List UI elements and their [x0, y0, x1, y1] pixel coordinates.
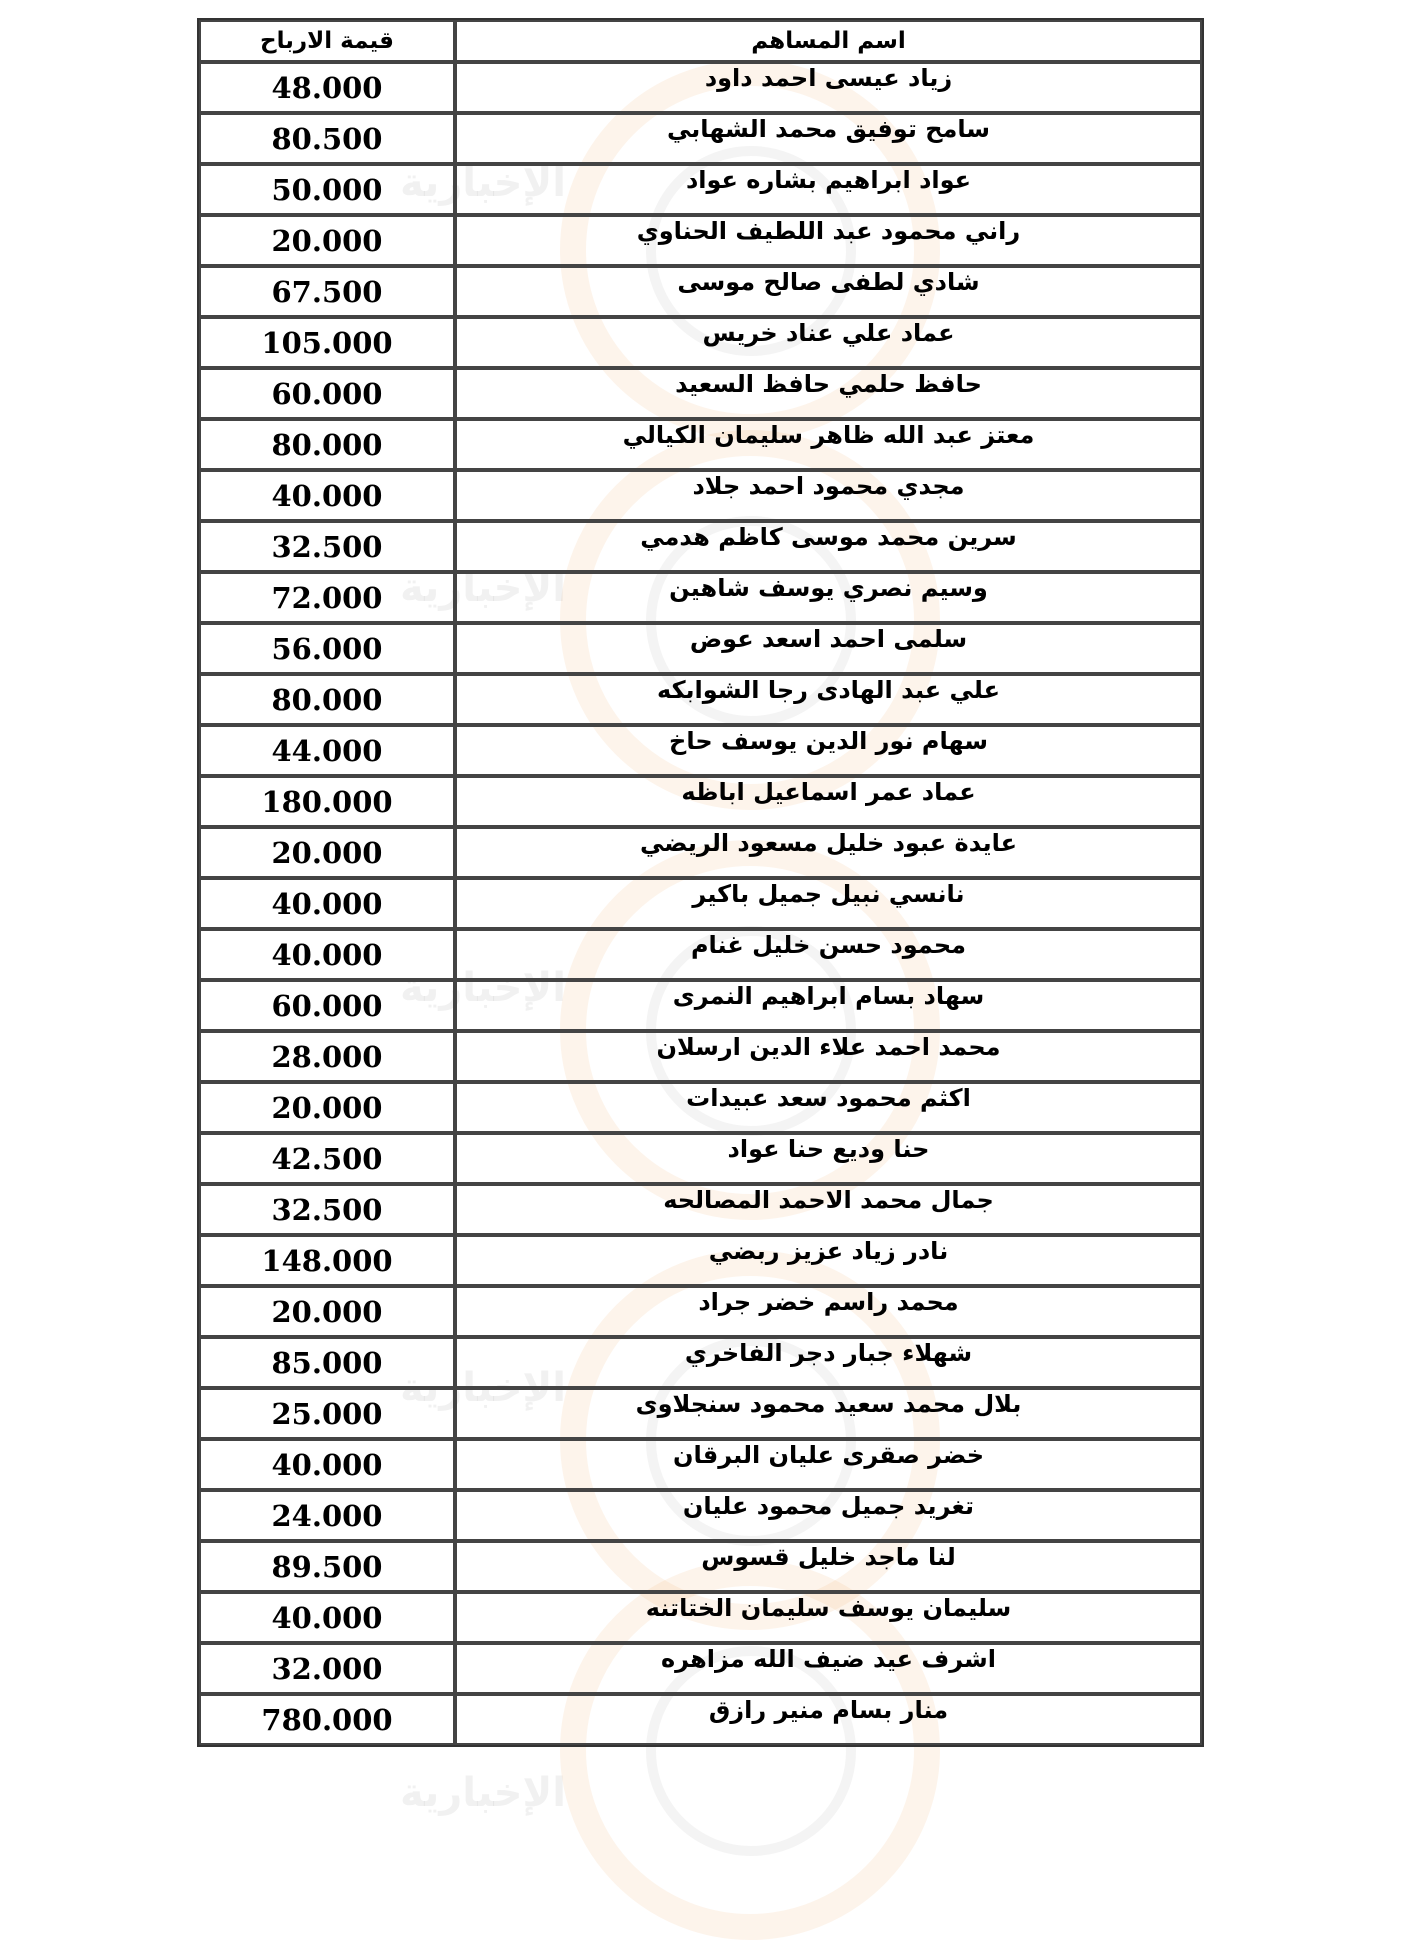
watermark-text: الإخبارية: [400, 565, 566, 611]
profit-value: 60.000: [271, 988, 383, 1023]
shareholder-name: اكثم محمود سعد عبيدات: [686, 1083, 971, 1112]
shareholder-name: لنا ماجد خليل قسوس: [701, 1542, 956, 1571]
table-row: [199, 1184, 1202, 1235]
profit-value: 40.000: [271, 886, 383, 921]
shareholder-name: عماد علي عناد خريس: [702, 318, 955, 347]
profit-value-cell: [199, 266, 455, 317]
table-row: [199, 368, 1202, 419]
profit-value-cell: [199, 1388, 455, 1439]
profit-value-cell: [199, 317, 455, 368]
profit-value-cell: [199, 1031, 455, 1082]
shareholder-name-cell: [455, 419, 1202, 470]
shareholder-name-cell: [455, 725, 1202, 776]
table-row: [199, 929, 1202, 980]
shareholder-name: شادي لطفى صالح موسى: [677, 267, 980, 296]
shareholder-name: محمود حسن خليل غنام: [690, 930, 967, 959]
shareholder-name: عماد عمر اسماعيل اباظه: [681, 777, 976, 806]
shareholder-name-cell: [455, 980, 1202, 1031]
profit-value: 20.000: [271, 1090, 383, 1125]
profit-value: 148.000: [261, 1243, 393, 1278]
profit-value-cell: [199, 1490, 455, 1541]
profit-value-cell: [199, 215, 455, 266]
shareholder-name: وسيم نصري يوسف شاهين: [669, 573, 988, 602]
shareholder-name: سليمان يوسف سليمان الختاتنه: [645, 1593, 1012, 1622]
profit-value: 105.000: [261, 325, 393, 360]
shareholder-name-cell: [455, 623, 1202, 674]
shareholder-name-cell: [455, 1592, 1202, 1643]
table-row: [199, 1235, 1202, 1286]
shareholder-name-cell: [455, 317, 1202, 368]
profit-value-cell: [199, 1133, 455, 1184]
shareholder-name: علي عبد الهادى رجا الشوابكه: [657, 675, 1000, 704]
table-row: [199, 725, 1202, 776]
table-row: [199, 1337, 1202, 1388]
profit-value: 40.000: [271, 937, 383, 972]
profit-value: 780.000: [261, 1702, 393, 1737]
profit-value-cell: [199, 470, 455, 521]
shareholder-name: خضر صقرى عليان البرقان: [673, 1440, 984, 1469]
shareholder-name-cell: [455, 113, 1202, 164]
table-row: [199, 572, 1202, 623]
table-row: [199, 674, 1202, 725]
profit-value-cell: [199, 1286, 455, 1337]
table-row: [199, 62, 1202, 113]
profit-value-cell: [199, 1439, 455, 1490]
shareholder-name: زياد عيسى احمد داود: [704, 63, 953, 92]
shareholder-name-cell: [455, 1490, 1202, 1541]
shareholder-name: سرين محمد موسى كاظم هدمي: [640, 522, 1017, 551]
shareholder-name: سلمى احمد اسعد عوض: [689, 624, 968, 653]
watermark-text: الإخبارية: [400, 1365, 566, 1411]
table-row: [199, 164, 1202, 215]
shareholder-name-cell: [455, 674, 1202, 725]
shareholder-name-cell: [455, 164, 1202, 215]
shareholder-name-cell: [455, 1133, 1202, 1184]
table-row: [199, 980, 1202, 1031]
profit-value-cell: [199, 62, 455, 113]
shareholders-table-wrapper: [197, 18, 1200, 1889]
table-row: [199, 215, 1202, 266]
profit-value-cell: [199, 1235, 455, 1286]
shareholder-name-cell: [455, 215, 1202, 266]
profit-value: 60.000: [271, 376, 383, 411]
profit-value: 80.500: [271, 121, 383, 156]
table-row: [199, 113, 1202, 164]
profit-value: 40.000: [271, 1600, 383, 1635]
profit-value: 20.000: [271, 223, 383, 258]
shareholder-name-cell: [455, 1031, 1202, 1082]
profit-value-cell: [199, 521, 455, 572]
profit-value-cell: [199, 1694, 455, 1745]
table-row: [199, 623, 1202, 674]
profit-value: 20.000: [271, 835, 383, 870]
profit-value: 40.000: [271, 1447, 383, 1482]
table-row: [199, 827, 1202, 878]
profit-value: 67.500: [271, 274, 383, 309]
shareholder-name-cell: [455, 1388, 1202, 1439]
profit-value: 24.000: [271, 1498, 383, 1533]
shareholder-name-cell: [455, 827, 1202, 878]
table-row: [199, 1439, 1202, 1490]
shareholder-name-cell: [455, 878, 1202, 929]
shareholder-name: معتز عبد الله ظاهر سليمان الكيالي: [622, 420, 1035, 449]
shareholder-name-cell: [455, 266, 1202, 317]
shareholder-name: نانسي نبيل جميل باكير: [692, 879, 965, 908]
profit-value-cell: [199, 623, 455, 674]
profit-value-cell: [199, 827, 455, 878]
profit-value: 40.000: [271, 478, 383, 513]
shareholder-name: سهام نور الدين يوسف حاخ: [669, 726, 988, 755]
shareholder-name: عايدة عبود خليل مسعود الريضي: [639, 828, 1018, 857]
shareholder-name: منار بسام منير رازق: [708, 1695, 949, 1724]
shareholder-name: اشرف عيد ضيف الله مزاهره: [660, 1644, 997, 1673]
profit-value-cell: [199, 929, 455, 980]
profit-value-cell: [199, 1184, 455, 1235]
profit-value: 85.000: [271, 1345, 383, 1380]
profit-value: 80.000: [271, 682, 383, 717]
profit-value: 28.000: [271, 1039, 383, 1074]
shareholder-name: عواد ابراهيم بشاره عواد: [685, 165, 972, 194]
shareholder-name-cell: [455, 1694, 1202, 1745]
profit-value-cell: [199, 368, 455, 419]
shareholder-name: جمال محمد الاحمد المصالحه: [663, 1185, 994, 1214]
table-row: [199, 1031, 1202, 1082]
profit-value-cell: [199, 1541, 455, 1592]
profit-value-cell: [199, 776, 455, 827]
table-row: [199, 1694, 1202, 1745]
table-row: [199, 1082, 1202, 1133]
profit-value-cell: [199, 878, 455, 929]
profit-value: 42.500: [271, 1141, 383, 1176]
shareholder-name-cell: [455, 929, 1202, 980]
profit-value-cell: [199, 419, 455, 470]
table-row: [199, 1286, 1202, 1337]
profit-value: 72.000: [271, 580, 383, 615]
table-row: [199, 1133, 1202, 1184]
profit-value: 56.000: [271, 631, 383, 666]
shareholder-name-cell: [455, 368, 1202, 419]
profit-value: 44.000: [271, 733, 383, 768]
table-row: [199, 1388, 1202, 1439]
profit-value-cell: [199, 113, 455, 164]
shareholder-name-cell: [455, 1235, 1202, 1286]
table-row: [199, 878, 1202, 929]
shareholder-name: تغريد جميل محمود عليان: [682, 1491, 975, 1520]
shareholders-profit-table: [197, 18, 1204, 1747]
watermark-text: الإخبارية: [400, 1770, 566, 1816]
shareholder-name-cell: [455, 1286, 1202, 1337]
shareholder-name-cell: [455, 470, 1202, 521]
shareholder-name: مجدي محمود احمد جلاد: [692, 471, 965, 500]
profit-value: 32.500: [271, 529, 383, 564]
watermark-text: الإخبارية: [400, 965, 566, 1011]
table-row: [199, 1643, 1202, 1694]
table-header-row: [199, 20, 1202, 62]
profit-value-cell: [199, 1643, 455, 1694]
profit-value: 89.500: [271, 1549, 383, 1584]
shareholder-name-cell: [455, 1439, 1202, 1490]
profit-value: 32.500: [271, 1192, 383, 1227]
profit-value-cell: [199, 725, 455, 776]
shareholder-name-cell: [455, 1541, 1202, 1592]
profit-value: 180.000: [261, 784, 393, 819]
shareholder-name: محمد احمد علاء الدين ارسلان: [656, 1032, 1001, 1061]
table-row: [199, 1541, 1202, 1592]
profit-value-cell: [199, 980, 455, 1031]
shareholder-name: محمد راسم خضر جراد: [698, 1287, 959, 1316]
profit-value: 80.000: [271, 427, 383, 462]
profit-value-cell: [199, 1337, 455, 1388]
header-shareholder-name-label: اسم المساهم: [751, 28, 906, 54]
shareholder-name: سامح توفيق محمد الشهابي: [667, 114, 990, 143]
header-profit-value: [199, 20, 455, 62]
shareholder-name: حافظ حلمي حافظ السعيد: [675, 369, 982, 398]
shareholder-name-cell: [455, 1184, 1202, 1235]
shareholder-name: راني محمود عبد اللطيف الحناوي: [636, 216, 1021, 245]
table-row: [199, 776, 1202, 827]
shareholder-name-cell: [455, 521, 1202, 572]
profit-value-cell: [199, 1082, 455, 1133]
shareholder-name-cell: [455, 1337, 1202, 1388]
table-row: [199, 317, 1202, 368]
shareholder-name: حنا وديع حنا عواد: [727, 1134, 930, 1163]
shareholder-name-cell: [455, 62, 1202, 113]
table-row: [199, 470, 1202, 521]
shareholder-name: شهلاء جبار دجر الفاخري: [684, 1338, 973, 1367]
table-row: [199, 266, 1202, 317]
watermark-text: الإخبارية: [400, 160, 566, 206]
profit-value: 20.000: [271, 1294, 383, 1329]
profit-value: 48.000: [271, 70, 383, 105]
profit-value-cell: [199, 1592, 455, 1643]
shareholder-name-cell: [455, 1082, 1202, 1133]
profit-value-cell: [199, 164, 455, 215]
shareholder-name: نادر زياد عزيز ربضي: [708, 1236, 949, 1265]
profit-value-cell: [199, 674, 455, 725]
table-row: [199, 1490, 1202, 1541]
profit-value: 32.000: [271, 1651, 383, 1686]
header-shareholder-name: [455, 20, 1202, 62]
table-row: [199, 419, 1202, 470]
profit-value: 50.000: [271, 172, 383, 207]
shareholder-name-cell: [455, 572, 1202, 623]
profit-value-cell: [199, 572, 455, 623]
shareholder-name: بلال محمد سعيد محمود سنجلاوى: [635, 1389, 1022, 1418]
header-profit-value-label: قيمة الارباح: [260, 28, 394, 54]
shareholder-name-cell: [455, 776, 1202, 827]
table-row: [199, 521, 1202, 572]
table-row: [199, 1592, 1202, 1643]
shareholder-name-cell: [455, 1643, 1202, 1694]
shareholder-name: سهاد بسام ابراهيم النمرى: [672, 981, 985, 1010]
profit-value: 25.000: [271, 1396, 383, 1431]
